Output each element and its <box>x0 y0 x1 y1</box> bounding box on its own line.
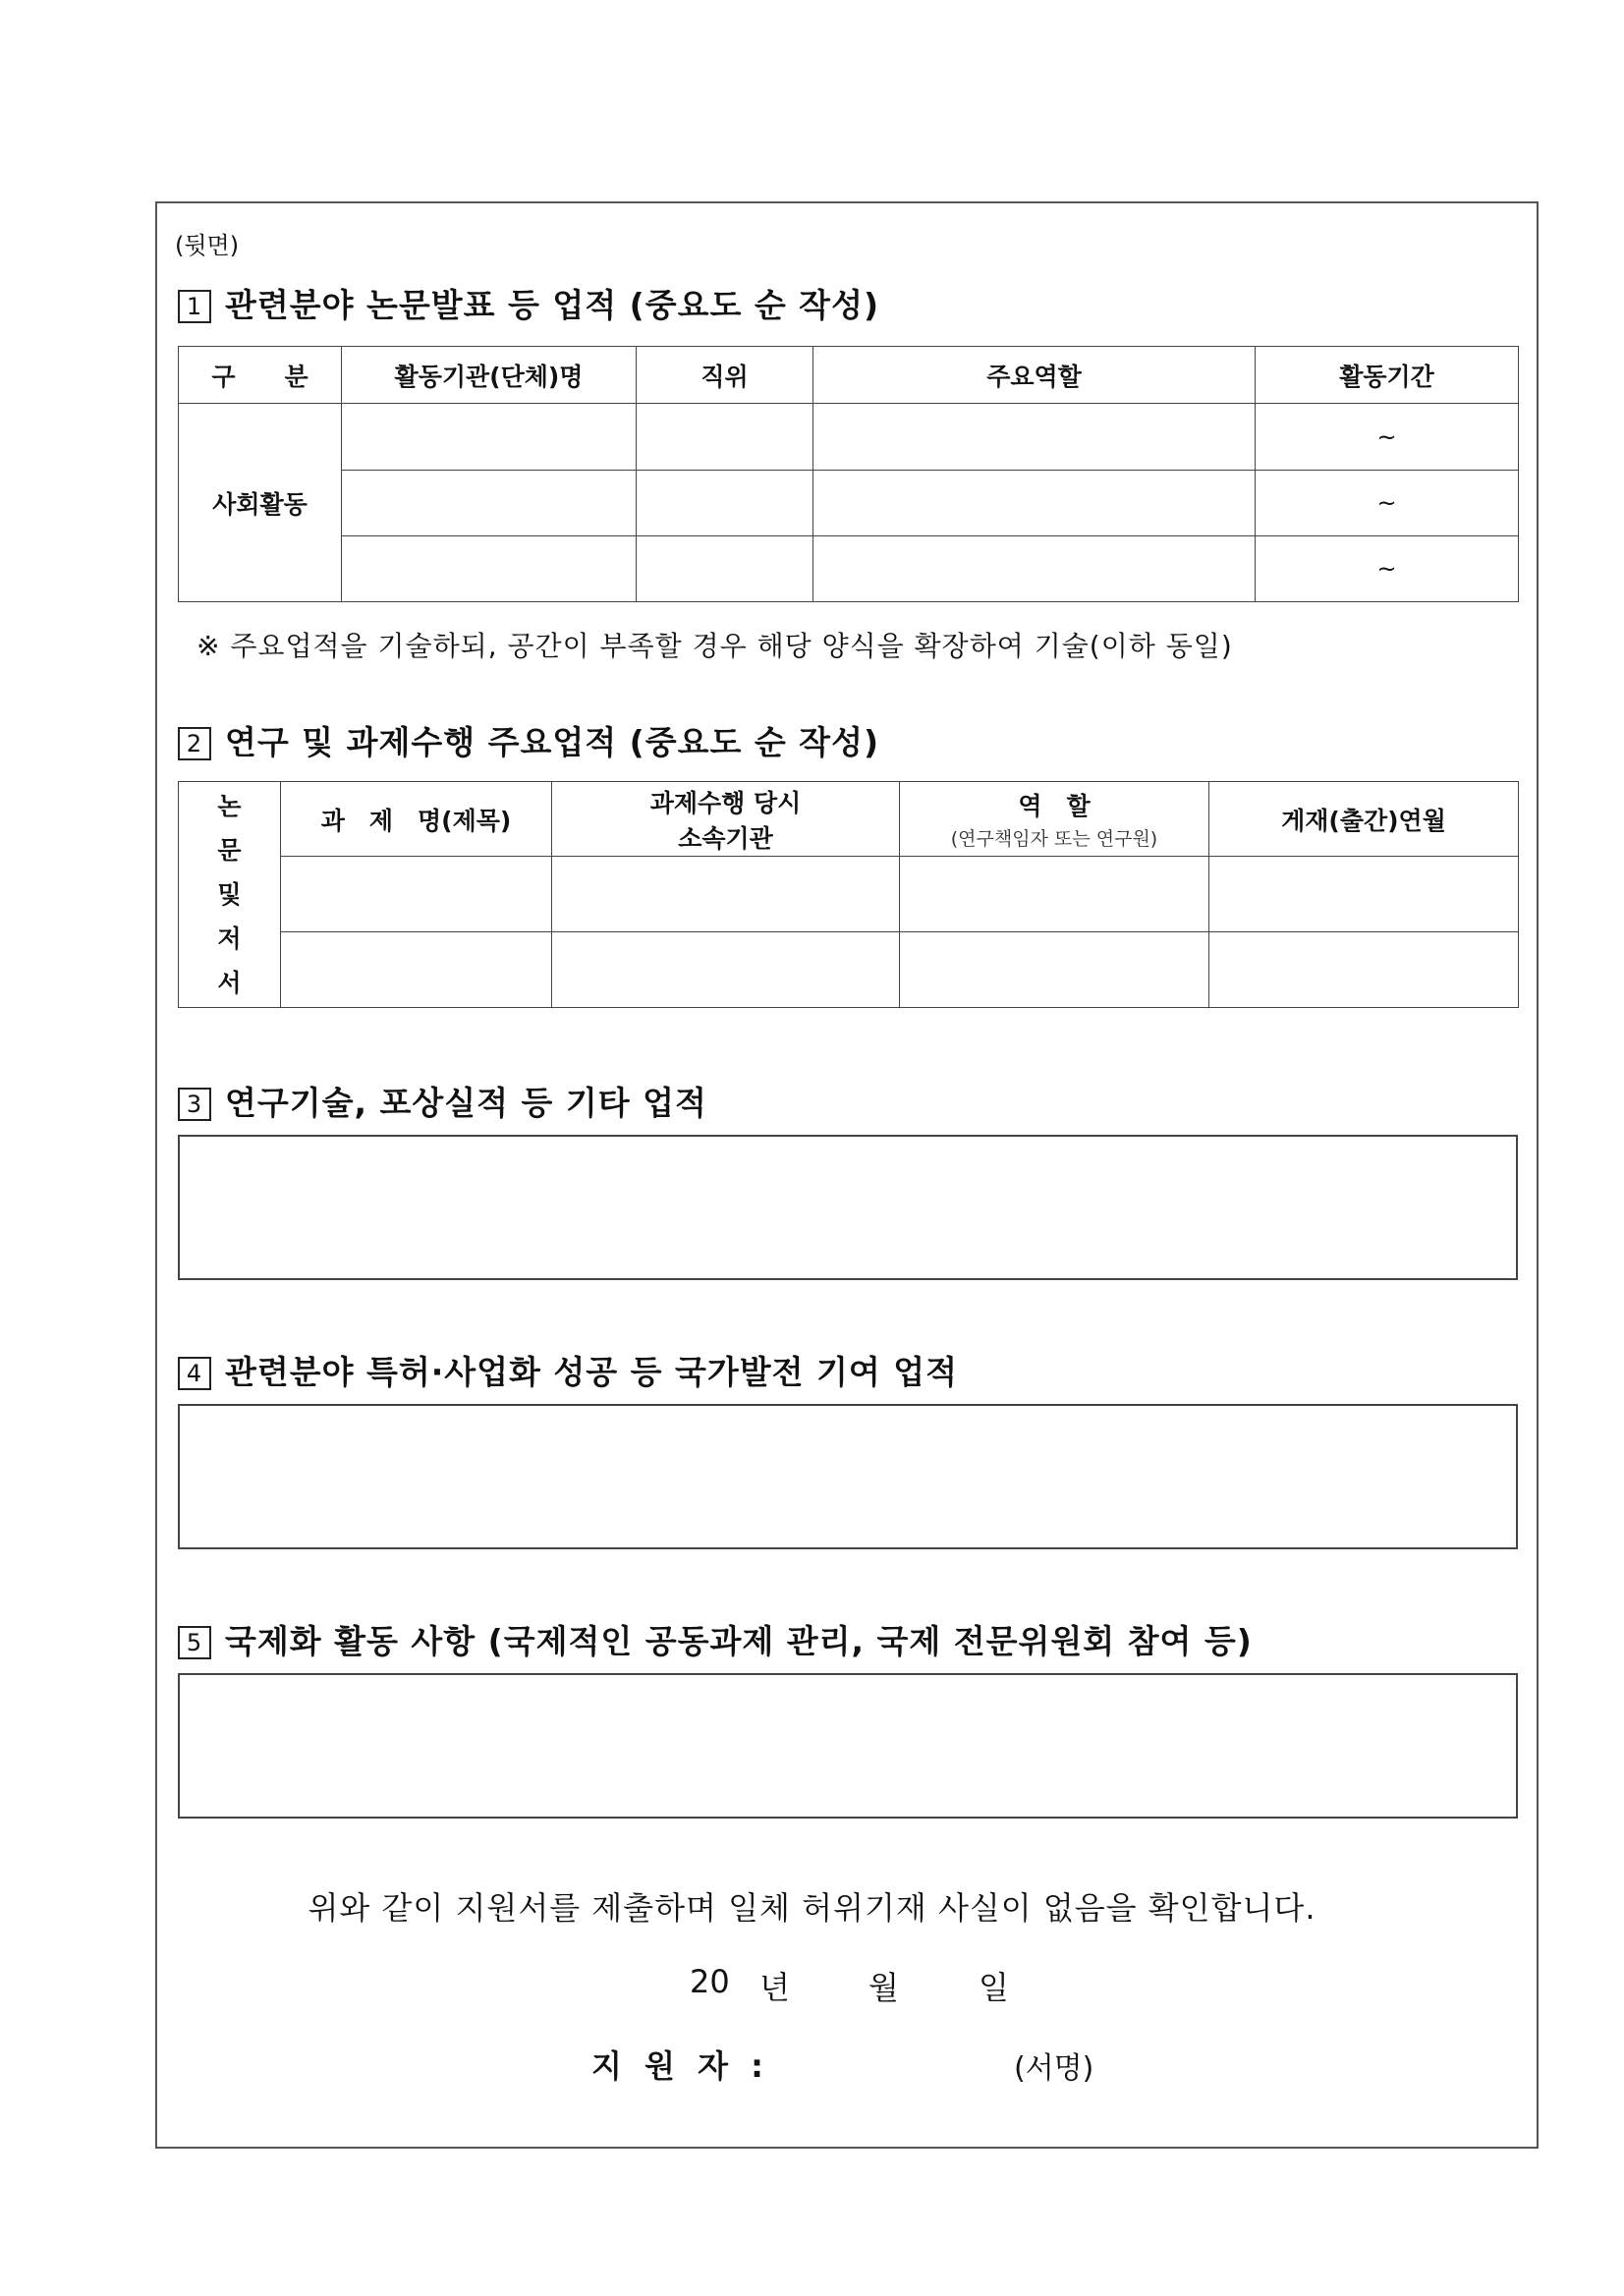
date-year-unit: 년 <box>759 1969 790 2006</box>
section-3-input-box[interactable] <box>178 1135 1518 1280</box>
table-row <box>179 536 1519 602</box>
date-month-unit: 월 <box>868 1969 899 2006</box>
role-cell[interactable] <box>900 857 1209 932</box>
main-role-cell[interactable] <box>813 404 1256 471</box>
back-side-label: (뒷면) <box>175 232 240 259</box>
date-line <box>0 1963 1624 2006</box>
main-role-cell[interactable] <box>813 536 1256 602</box>
section-5-title: 국제화 활동 사항 (국제적인 공동과제 관리, 국제 전문위원회 참여 등) <box>225 1622 1253 1660</box>
affiliation-cell[interactable] <box>552 857 900 932</box>
section-4-title: 관련분야 특허·사업화 성공 등 국가발전 기여 업적 <box>225 1353 959 1391</box>
section-2-number: 2 <box>178 727 211 760</box>
col-header-period: 활동기간 <box>1256 347 1519 404</box>
signature-label: (서명) <box>1014 2051 1094 2086</box>
role-cell[interactable] <box>900 932 1209 1008</box>
section-5-heading <box>178 1616 1253 1662</box>
side-label-papers-books: 논 문 및 저 서 <box>179 782 281 1008</box>
period-cell[interactable]: ~ <box>1256 536 1519 602</box>
applicant-label: 지 원 자 : <box>591 2047 769 2085</box>
confirmation-statement: 위와 같이 지원서를 제출하며 일체 허위기재 사실이 없음을 확인합니다. <box>308 1889 1316 1927</box>
table-row <box>179 857 1519 932</box>
table-row <box>179 404 1519 471</box>
col-header-publication-date: 게재(출간)연월 <box>1209 782 1519 857</box>
position-cell[interactable] <box>637 471 813 536</box>
section-3-heading <box>178 1078 707 1124</box>
section-3-number: 3 <box>178 1088 211 1121</box>
date-year: 20 <box>690 1963 730 2000</box>
col-header-organization: 활동기관(단체)명 <box>342 347 637 404</box>
table-row <box>179 932 1519 1008</box>
publication-date-cell[interactable] <box>1209 857 1519 932</box>
section-1-title: 관련분야 논문발표 등 업적 (중요도 순 작성) <box>225 286 880 324</box>
organization-cell[interactable] <box>342 536 637 602</box>
section-5-number: 5 <box>178 1626 211 1659</box>
section-1-number: 1 <box>178 290 211 323</box>
organization-cell[interactable] <box>342 471 637 536</box>
section-1-table <box>178 346 1519 602</box>
col-header-main-role: 주요역할 <box>813 347 1256 404</box>
section-2-title: 연구 및 과제수행 주요업적 (중요도 순 작성) <box>225 723 880 761</box>
organization-cell[interactable] <box>342 404 637 471</box>
position-cell[interactable] <box>637 404 813 471</box>
date-day-unit: 일 <box>979 1969 1009 2006</box>
col-header-affiliation: 과제수행 당시 소속기관 <box>552 782 900 857</box>
publication-date-cell[interactable] <box>1209 932 1519 1008</box>
section-4-heading <box>178 1347 958 1393</box>
col-header-role: 역 할 (연구책임자 또는 연구원) <box>900 782 1209 857</box>
period-cell[interactable]: ~ <box>1256 471 1519 536</box>
affiliation-cell[interactable] <box>552 932 900 1008</box>
role-subtitle: (연구책임자 또는 연구원) <box>950 828 1158 850</box>
position-cell[interactable] <box>637 536 813 602</box>
section-1-heading <box>178 280 879 326</box>
section-2-heading <box>178 717 879 763</box>
project-title-cell[interactable] <box>281 932 552 1008</box>
main-role-cell[interactable] <box>813 471 1256 536</box>
row-group-social-activity: 사회활동 <box>179 404 342 602</box>
col-header-category: 구 분 <box>179 347 342 404</box>
section-5-input-box[interactable] <box>178 1673 1518 1819</box>
table-row <box>179 471 1519 536</box>
section-4-number: 4 <box>178 1357 211 1390</box>
project-title-cell[interactable] <box>281 857 552 932</box>
section-4-input-box[interactable] <box>178 1404 1518 1549</box>
section-2-table <box>178 781 1519 1008</box>
section-3-title: 연구기술, 포상실적 등 기타 업적 <box>225 1084 707 1122</box>
period-cell[interactable]: ~ <box>1256 404 1519 471</box>
col-header-project-title: 과 제 명(제목) <box>281 782 552 857</box>
instruction-note: ※ 주요업적을 기술하되, 공간이 부족할 경우 해당 양식을 확장하여 기술(이하 동일) <box>196 630 1233 662</box>
col-header-position: 직위 <box>637 347 813 404</box>
